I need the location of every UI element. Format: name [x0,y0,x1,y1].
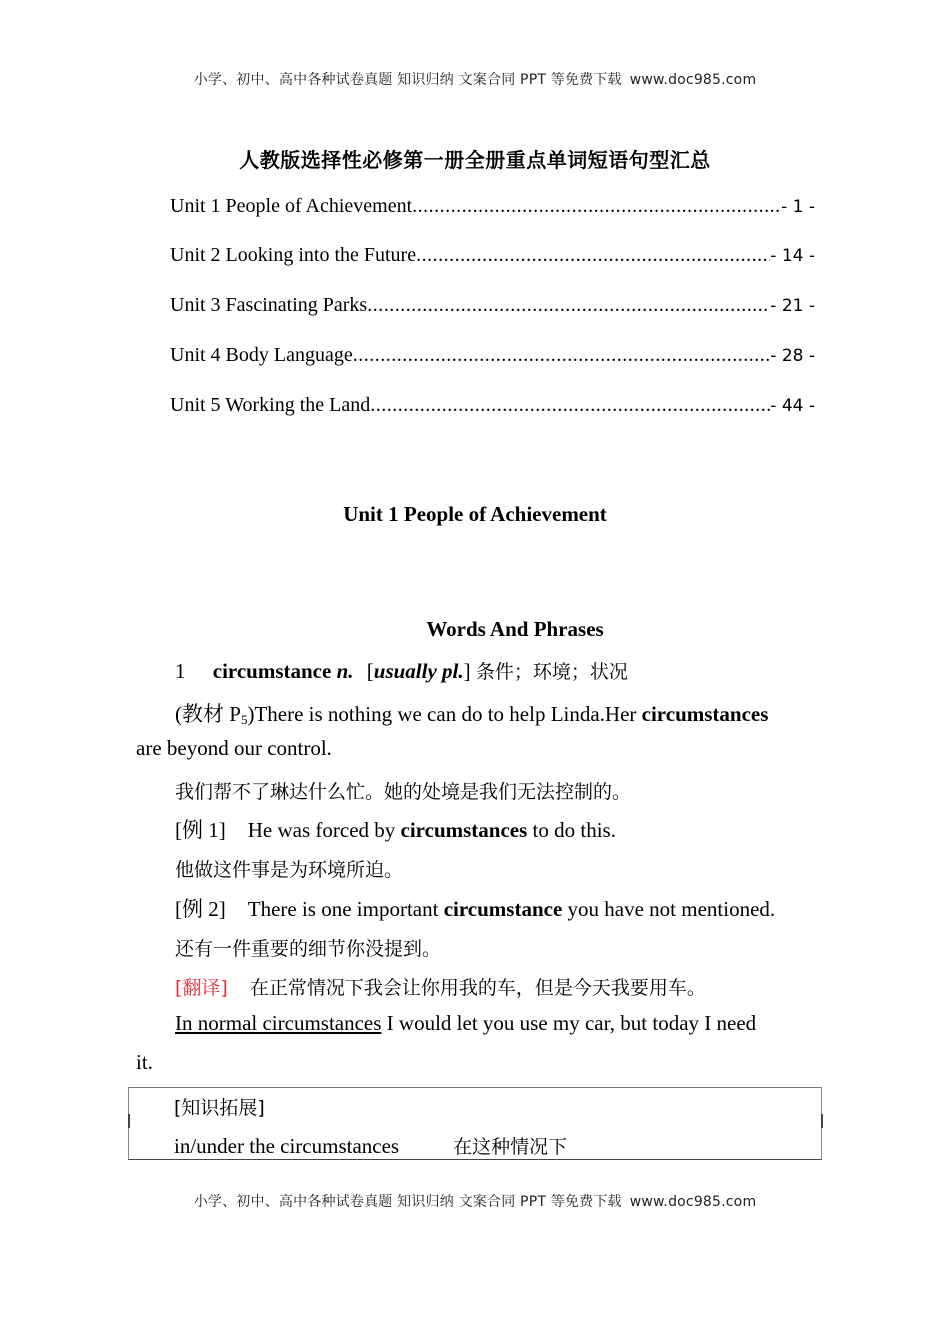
knowledge-extension-box [128,1087,822,1160]
textbook-sentence-continued: are beyond our control. [136,736,332,760]
example-keyword: circumstance [443,897,563,921]
toc-leader-dots [353,344,771,367]
toc-leader-dots [370,394,770,417]
footer-banner-url[interactable]: www.doc985.com [629,1194,757,1210]
example-2 [175,893,775,923]
toc-page-number: - 14 - [770,246,815,266]
knowledge-box-phrase-row [174,1132,567,1159]
section-title: Words And Phrases [426,617,604,641]
toc-page-number: - 21 - [770,296,815,316]
entry-meaning: 条件；环境；状况 [475,661,628,683]
translate-tag: [翻译] [175,977,228,999]
entry-headword-line [175,657,628,684]
example-1 [175,814,616,844]
entry-usage-note: usually pl. [373,659,464,683]
knowledge-phrase: in/under the circumstances [174,1134,400,1158]
entry-note-close: ] [463,659,471,683]
toc-label: Unit 4 Body Language [170,344,353,366]
entry-number: 1 [175,659,186,683]
knowledge-phrase-meaning: 在这种情况下 [453,1136,568,1158]
toc-leader-dots [412,195,781,218]
example-tag: [例 2] [175,897,226,921]
toc-entry-unit-2[interactable] [170,244,815,267]
toc-label: Unit 3 Fascinating Parks [170,294,368,316]
footer-banner [0,1191,950,1211]
unit-title: Unit 1 People of Achievement [343,502,607,526]
textbook-keyword: circumstances [641,702,769,726]
toc-entry-unit-3[interactable] [170,294,815,317]
example-after: you have not mentioned. [562,897,776,921]
example-before: There is one important [247,897,444,921]
toc-entry-unit-1[interactable] [170,195,815,218]
translate-answer-underlined: In normal circumstances [175,1011,382,1035]
toc-label: Unit 1 People of Achievement [170,195,413,217]
textbook-sentence [175,698,768,728]
example-tag: [例 1] [175,818,226,842]
entry-word: circumstance [212,659,332,683]
knowledge-box-title: [知识拓展] [174,1097,265,1119]
textbook-prefix: (教材 P [175,702,241,726]
example-before: He was forced by [247,818,401,842]
toc-page-number: - 28 - [770,346,815,366]
translate-answer-wrap: it. [136,1050,153,1074]
toc-entry-unit-5[interactable] [170,394,815,417]
textbook-translation: 我们帮不了琳达什么忙。她的处境是我们无法控制的。 [175,781,632,803]
toc-leader-dots [367,294,770,317]
textbook-page-subscript: 5 [240,712,248,727]
document-title: 人教版选择性必修第一册全册重点单词短语句型汇总 [239,148,711,172]
header-banner [0,69,950,89]
entry-note-open: [ [366,659,374,683]
example-keyword: circumstances [400,818,528,842]
textbook-sentence-start: There is nothing we can do to help Linda.Her [254,702,642,726]
toc-label: Unit 2 Looking into the Future [170,244,417,266]
translate-answer-rest: I would let you use my car, but today I need [381,1011,757,1035]
translate-answer [175,1011,756,1036]
toc-leader-dots [416,244,770,267]
example-after: to do this. [527,818,616,842]
entry-part-of-speech: n. [336,659,354,683]
toc-label: Unit 5 Working the Land [170,394,371,416]
translate-prompt: 在正常情况下我会让你用我的车，但是今天我要用车。 [249,977,706,999]
header-banner-url[interactable]: www.doc985.com [629,72,757,88]
toc-page-number: - 44 - [770,396,815,416]
example-1-translation: 他做这件事是为环境所迫。 [175,859,404,881]
toc-entry-unit-4[interactable] [170,344,815,367]
textbook-suffix: ) [247,702,255,726]
toc-page-number: - 1 - [781,197,815,217]
footer-banner-text: 小学、初中、高中各种试卷真题 知识归纳 文案合同 PPT 等免费下载 [193,1194,622,1210]
example-2-translation: 还有一件重要的细节你没提到。 [175,938,442,960]
header-banner-text: 小学、初中、高中各种试卷真题 知识归纳 文案合同 PPT 等免费下载 [193,72,622,88]
translate-exercise [175,973,706,1000]
